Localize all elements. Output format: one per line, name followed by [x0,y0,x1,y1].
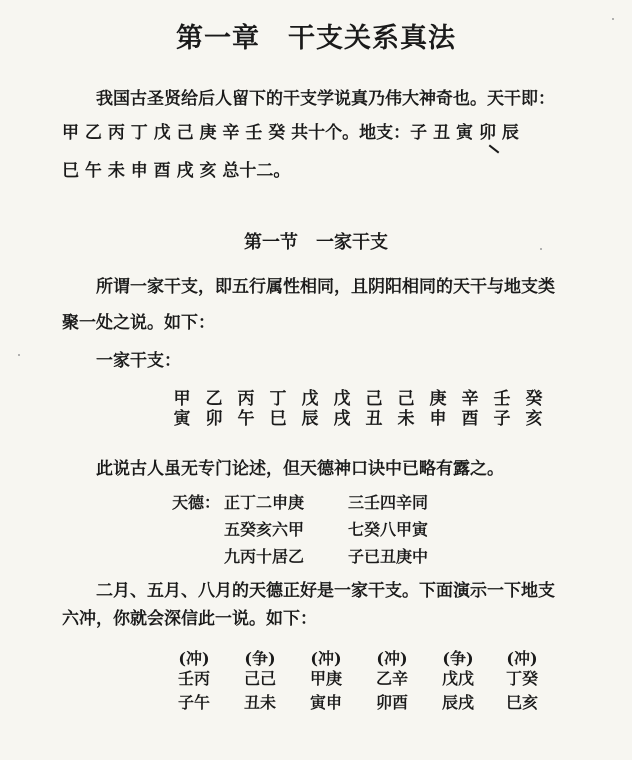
stem-cell: 丙 [237,389,255,409]
intro-line-1: 我国古圣贤给后人留下的干支学说真乃伟大神奇也。天干即： [96,89,555,109]
branch-cell: 午 [237,409,255,429]
branch-cell: 辰 [301,409,319,429]
stem-cell: 乙 [205,389,223,409]
clash-stem-pair: 甲庚 [309,669,342,688]
paragraph-3-line-2: 六冲，你就会深信此一说。如下： [62,609,317,629]
branch-cell: 寅 [173,409,191,429]
branch-cell: 戌 [333,409,351,429]
branch-row [0,404,632,429]
clash-branch-pair: 巳亥 [505,693,538,712]
paper-speck [18,354,20,356]
branch-cell: 子 [493,409,511,429]
tian-de-col2-line-1: 三壬四辛同 [348,493,429,512]
stem-cell: 戊 [333,389,351,409]
clash-relation: (争) [442,649,474,668]
clash-relation: (争) [244,649,276,668]
tian-de-col2-line-3: 子已丑庚中 [348,547,429,566]
paper-speck [540,248,542,250]
tian-de-col2-line-2: 七癸八甲寅 [348,520,429,539]
tian-de-col1-line-3: 九丙十居乙 [224,547,305,566]
branch-cell: 酉 [461,409,479,429]
stem-cell: 壬 [493,389,511,409]
clash-stem-pair: 戊戊 [441,669,474,688]
ink-mark [489,145,500,154]
intro-line-3: 巳 午 未 申 酉 戌 亥 总十二。 [62,161,291,181]
section-heading: 第一节 一家干支 [244,232,388,253]
clash-stem-pair: 丁癸 [505,669,538,688]
stem-cell: 癸 [525,389,543,409]
branch-cell: 巳 [269,409,287,429]
paragraph-1-line-1: 所谓一家干支，即五行属性相同，且阴阳相同的天干与地支类 [96,277,555,297]
chapter-title: 第一章 干支关系真法 [176,23,456,54]
clash-branch-pair: 子午 [177,693,210,712]
stem-cell: 辛 [461,389,479,409]
clash-branch-pair: 卯酉 [375,693,408,712]
stem-cell: 己 [365,389,383,409]
tian-de-label: 天德： [172,493,221,512]
stem-cell: 戊 [301,389,319,409]
stem-cell: 丁 [269,389,287,409]
paragraph-3-line-1: 二月、五月、八月的天德正好是一家干支。下面演示一下地支 [96,581,555,601]
paper-speck [612,18,614,20]
stem-cell: 甲 [173,389,191,409]
clash-stem-pair: 己己 [243,669,276,688]
clash-stem-pair: 壬丙 [177,669,210,688]
clash-branch-pair: 辰戌 [441,693,474,712]
stem-row [0,384,632,409]
clash-relation: (冲) [506,649,538,668]
branch-cell: 未 [397,409,415,429]
intro-line-2: 甲 乙 丙 丁 戊 己 庚 辛 壬 癸 共十个。地支：子 丑 寅 卯 辰 [62,123,519,143]
paragraph-2: 此说古人虽无专门论述，但天德神口诀中已略有露之。 [96,459,504,479]
branch-cell: 亥 [525,409,543,429]
branch-cell: 申 [429,409,447,429]
clash-branch-pair: 寅申 [309,693,342,712]
branch-cell: 丑 [365,409,383,429]
clash-relation: (冲) [178,649,210,668]
clash-relation: (冲) [310,649,342,668]
tian-de-col1-line-1: 正丁二申庚 [224,493,305,512]
stem-cell: 庚 [429,389,447,409]
clash-branch-pair: 丑未 [243,693,276,712]
tian-de-col1-line-2: 五癸亥六甲 [224,520,305,539]
paragraph-1-line-2: 聚一处之说。如下： [62,313,215,333]
clash-relation: (冲) [376,649,408,668]
pair-label: 一家干支： [96,351,181,371]
clash-stem-pair: 乙辛 [375,669,408,688]
stem-cell: 己 [397,389,415,409]
branch-cell: 卯 [205,409,223,429]
